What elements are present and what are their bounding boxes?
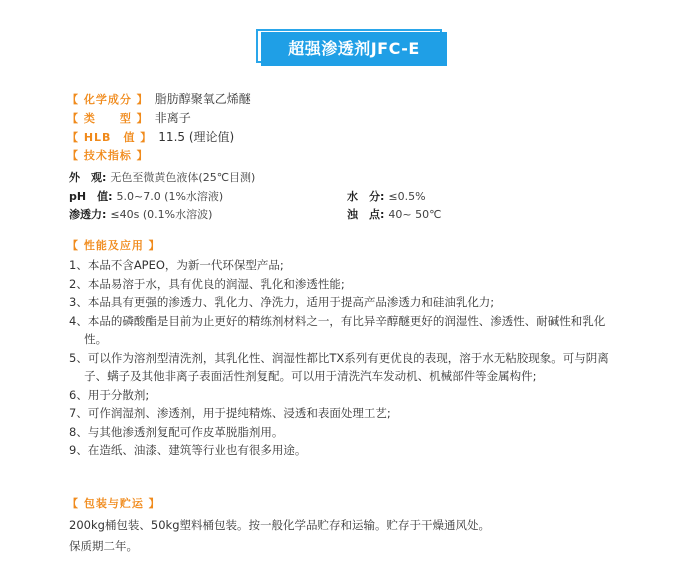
packaging-header: 【 包装与贮运 】	[67, 497, 161, 510]
list-item: 9、在造纸、油漆、建筑等行业也有很多用途。	[69, 443, 307, 457]
tech-header: 【 技术指标 】	[67, 149, 149, 162]
spec-value: ≤0.5%	[388, 190, 426, 203]
tech-header-row	[67, 147, 149, 163]
spec-value: 5.0~7.0 (1%水溶液)	[116, 190, 224, 203]
page-title: 超强渗透剂JFC-E	[261, 32, 447, 66]
hlb-value: 11.5 (理论值)	[158, 130, 235, 144]
spec-value: ≤40s (0.1%水溶波)	[110, 208, 213, 221]
spec-key: 浊 点:	[347, 208, 385, 221]
spec-key: 水 分:	[347, 190, 385, 203]
list-item: 3、本品具有更强的渗透力、乳化力、净洗力，适用于提高产品渗透力和硅油乳化力;	[69, 295, 495, 309]
spec-key: 渗透力:	[69, 208, 107, 221]
composition-row	[67, 90, 251, 107]
list-item: 6、用于分散剂;	[69, 387, 150, 402]
performance-header: 【 性能及应用 】	[67, 239, 161, 252]
hlb-row	[67, 128, 234, 145]
type-value: 非离子	[154, 111, 191, 125]
type-label: 【 类 型 】	[67, 112, 149, 125]
title-block	[256, 29, 442, 63]
list-item: 子、螨子及其他非离子表面活性剂复配。可以用于清洗汽车发动机、机械部件等金属构件;	[69, 369, 537, 383]
spec-key: pH 值:	[69, 190, 113, 203]
spec-value: 无色至微黄色液体(25℃目测)	[110, 171, 256, 184]
spec-ph	[69, 188, 223, 204]
spec-penetration	[69, 206, 212, 222]
composition-label: 【 化学成分 】	[67, 93, 149, 106]
composition-value: 脂肪醇聚氧乙烯醚	[154, 92, 251, 106]
spec-value: 40~ 50℃	[388, 208, 442, 221]
list-item: 1、本品不含APEO，为新一代环保型产品;	[69, 258, 284, 272]
spec-cloud-point	[347, 206, 441, 222]
hlb-label: 【 HLB 值 】	[67, 131, 153, 144]
list-item: 4、本品的磷酸酯是目前为止更好的精练剂材料之一，有比异辛醇醚更好的润湿性、渗透性、耐碱性和乳化	[69, 313, 606, 328]
list-item: 性。	[69, 332, 108, 346]
packaging-line: 200kg桶包装、50kg塑料桶包装。按一般化学品贮存和运输。贮存于干燥通风处。	[69, 518, 490, 532]
spec-water	[347, 188, 426, 204]
type-row	[67, 109, 191, 126]
performance-header-row	[67, 237, 161, 253]
spec-appearance	[69, 169, 255, 185]
list-item: 2、本品易溶于水，具有优良的润湿、乳化和渗透性能;	[69, 276, 345, 291]
list-item: 7、可作润湿剂、渗透剂，用于提纯精炼、浸透和表面处理工艺;	[69, 406, 391, 420]
packaging-header-row	[67, 495, 161, 511]
spec-key: 外 观:	[69, 171, 107, 184]
performance-list	[69, 256, 669, 460]
list-item: 5、可以作为溶剂型清洗剂，其乳化性、润湿性都比TX系列有更优良的表现，溶于水无粘胶现象。可与阴离	[69, 350, 609, 365]
list-item: 8、与其他渗透剂复配可作皮革脱脂剂用。	[69, 424, 284, 439]
packaging-line: 保质期二年。	[69, 539, 138, 553]
